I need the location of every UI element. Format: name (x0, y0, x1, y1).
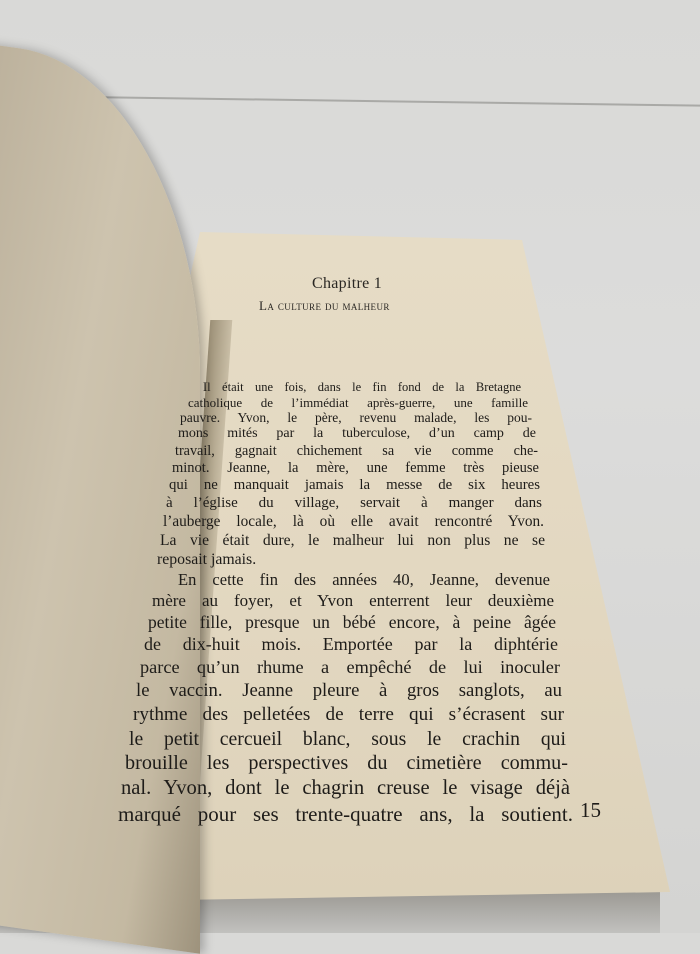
text-line: mons mités par la tuberculose, d’un camp de (178, 426, 536, 441)
text-line: qui ne manquait jamais la messe de six heures (169, 477, 540, 493)
text-line: La vie était dure, le malheur lui non plus ne se (160, 532, 545, 549)
text-line: Il était une fois, dans le fin fond de la Bretagne (203, 380, 521, 394)
text-line: parce qu’un rhume a empêché de lui inoculer (140, 657, 560, 677)
text-line: En cette fin des années 40, Jeanne, devenue (178, 570, 550, 589)
chapter-label: Chapitre 1 (312, 275, 383, 292)
text-line: le vaccin. Jeanne pleure à gros sanglots, au (136, 680, 562, 701)
text-line: pauvre. Yvon, le père, revenu malade, les pou- (180, 410, 532, 425)
text-line: catholique de l’immédiat après-guerre, une famille (188, 395, 528, 410)
text-line: mère au foyer, et Yvon enterrent leur deuxième (152, 591, 554, 610)
chapter-title: La culture du malheur (259, 298, 390, 313)
text-line: reposait jamais. (157, 551, 257, 568)
text-line: marqué pour ses trente-quatre ans, la soutient. (118, 802, 573, 826)
text-line: de dix-huit mois. Emportée par la diphtérie (144, 634, 558, 654)
text-line: brouille les perspectives du cimetière commu- (125, 752, 568, 774)
text-line: rythme des pelletées de terre qui s’écrasent sur (133, 704, 564, 725)
page-number: 15 (580, 798, 601, 822)
text-line: l’auberge locale, là où elle avait rencontré Yvon. (163, 513, 544, 530)
text-line: le petit cercueil blanc, sous le crachin qui (129, 728, 566, 750)
text-line: à l’église du village, servait à manger dans (166, 495, 542, 511)
text-line: nal. Yvon, dont le chagrin creuse le visage déjà (121, 777, 570, 799)
text-line: minot. Jeanne, la mère, une femme très pieuse (172, 460, 539, 476)
text-line: travail, gagnait chichement sa vie comme che- (175, 443, 538, 459)
text-line: petite fille, presque un bébé encore, à peine âgée (148, 612, 556, 632)
